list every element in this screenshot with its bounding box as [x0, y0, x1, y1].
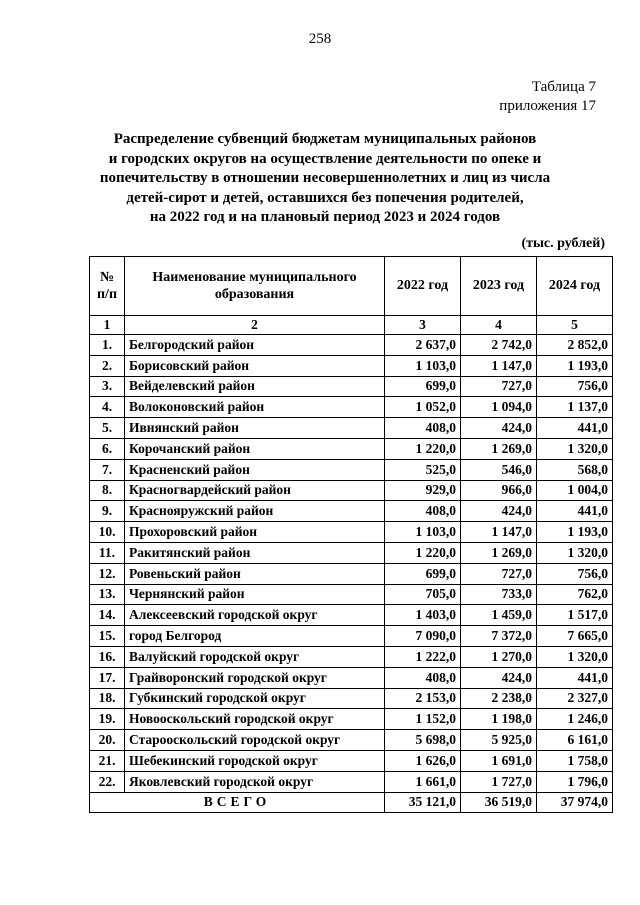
table-row: [90, 376, 613, 397]
value-2023: 1 269,0: [461, 438, 537, 459]
column-number-row: [90, 316, 613, 335]
title-line-4: детей-сирот и детей, оставшихся без попечения родителей,: [126, 189, 524, 206]
row-index: 9.: [90, 501, 125, 522]
value-2023: 2 742,0: [461, 335, 537, 356]
value-2023: 727,0: [461, 563, 537, 584]
value-2024: 1 758,0: [537, 750, 613, 771]
table-row: [90, 355, 613, 376]
value-2023: 1 147,0: [461, 522, 537, 543]
table-row: [90, 584, 613, 605]
row-index: 13.: [90, 584, 125, 605]
column-number: 1: [90, 316, 125, 335]
value-2022: 1 222,0: [385, 646, 461, 667]
municipality-name: Грайворонский городской округ: [125, 667, 385, 688]
row-index: 20.: [90, 730, 125, 751]
table-row: [90, 418, 613, 439]
value-2022: 1 052,0: [385, 397, 461, 418]
value-2022: 1 152,0: [385, 709, 461, 730]
document-title: [90, 130, 560, 228]
municipality-name: Чернянский район: [125, 584, 385, 605]
value-2024: 7 665,0: [537, 626, 613, 647]
value-2023: 2 238,0: [461, 688, 537, 709]
table-row: [90, 397, 613, 418]
table-row: [90, 750, 613, 771]
municipality-name: Белгородский район: [125, 335, 385, 356]
municipality-name: Красненский район: [125, 459, 385, 480]
title-line-3: попечительству в отношении несовершеннолетних и лиц из числа: [99, 170, 551, 186]
table-row: [90, 730, 613, 751]
row-index: 21.: [90, 750, 125, 771]
municipality-name: Прохоровский район: [125, 522, 385, 543]
table-row: [90, 688, 613, 709]
header-2023: 2023 год: [461, 257, 537, 316]
value-2023: 1 270,0: [461, 646, 537, 667]
title-line-2: и городских округов на осуществление деятельности по опеке и: [108, 150, 542, 167]
row-index: 10.: [90, 522, 125, 543]
row-index: 5.: [90, 418, 125, 439]
value-2024: 1 193,0: [537, 522, 613, 543]
title-line-1: Распределение субвенций бюджетам муниципальных районов: [113, 131, 537, 147]
municipality-name: Ракитянский район: [125, 542, 385, 563]
table-row: [90, 522, 613, 543]
table-row: [90, 667, 613, 688]
header-2022: 2022 год: [385, 257, 461, 316]
value-2022: 1 626,0: [385, 750, 461, 771]
value-2024: 756,0: [537, 376, 613, 397]
value-2022: 699,0: [385, 563, 461, 584]
value-2022: 699,0: [385, 376, 461, 397]
municipality-name: Старооскольский городской округ: [125, 730, 385, 751]
column-number: 3: [385, 316, 461, 335]
header-index: № п/п: [90, 257, 125, 316]
municipality-name: Борисовский район: [125, 355, 385, 376]
table-row: [90, 335, 613, 356]
table-row: [90, 605, 613, 626]
value-2023: 7 372,0: [461, 626, 537, 647]
row-index: 1.: [90, 335, 125, 356]
value-2024: 441,0: [537, 418, 613, 439]
row-index: 14.: [90, 605, 125, 626]
value-2024: 1 320,0: [537, 542, 613, 563]
value-2022: 7 090,0: [385, 626, 461, 647]
municipality-name: Ивнянский район: [125, 418, 385, 439]
value-2023: 1 094,0: [461, 397, 537, 418]
value-2022: 525,0: [385, 459, 461, 480]
table-reference-line1: Таблица 7: [531, 79, 596, 95]
value-2024: 762,0: [537, 584, 613, 605]
value-2022: 408,0: [385, 501, 461, 522]
total-2022: 35 121,0: [385, 792, 461, 813]
value-2022: 408,0: [385, 418, 461, 439]
table-row: [90, 709, 613, 730]
value-2022: 408,0: [385, 667, 461, 688]
value-2022: 1 403,0: [385, 605, 461, 626]
value-2022: 5 698,0: [385, 730, 461, 751]
value-2024: 2 327,0: [537, 688, 613, 709]
value-2022: 929,0: [385, 480, 461, 501]
value-2023: 733,0: [461, 584, 537, 605]
municipality-name: Краснояружский район: [125, 501, 385, 522]
table-row: [90, 480, 613, 501]
header-name: Наименование муниципального образования: [125, 257, 385, 316]
value-2024: 1 517,0: [537, 605, 613, 626]
row-index: 18.: [90, 688, 125, 709]
municipality-name: Новооскольский городской округ: [125, 709, 385, 730]
table-row: [90, 459, 613, 480]
subsidy-table: [89, 256, 613, 813]
column-number: 4: [461, 316, 537, 335]
value-2024: 2 852,0: [537, 335, 613, 356]
value-2022: 2 637,0: [385, 335, 461, 356]
row-index: 8.: [90, 480, 125, 501]
row-index: 2.: [90, 355, 125, 376]
row-index: 6.: [90, 438, 125, 459]
value-2023: 5 925,0: [461, 730, 537, 751]
municipality-name: Корочанский район: [125, 438, 385, 459]
value-2024: 1 004,0: [537, 480, 613, 501]
value-2023: 966,0: [461, 480, 537, 501]
row-index: 7.: [90, 459, 125, 480]
table-row: [90, 646, 613, 667]
header-2024: 2024 год: [537, 257, 613, 316]
value-2023: 1 269,0: [461, 542, 537, 563]
value-2022: 1 220,0: [385, 542, 461, 563]
value-2024: 1 246,0: [537, 709, 613, 730]
units-label: (тыс. рублей): [521, 236, 605, 251]
value-2023: 424,0: [461, 667, 537, 688]
total-row: [90, 792, 613, 813]
row-index: 17.: [90, 667, 125, 688]
table-row: [90, 626, 613, 647]
value-2024: 1 796,0: [537, 771, 613, 792]
municipality-name: Губкинский городской округ: [125, 688, 385, 709]
row-index: 22.: [90, 771, 125, 792]
municipality-name: Красногвардейский район: [125, 480, 385, 501]
value-2024: 441,0: [537, 501, 613, 522]
municipality-name: город Белгород: [125, 626, 385, 647]
value-2022: 1 661,0: [385, 771, 461, 792]
value-2022: 1 103,0: [385, 355, 461, 376]
value-2023: 1 459,0: [461, 605, 537, 626]
row-index: 15.: [90, 626, 125, 647]
column-number: 5: [537, 316, 613, 335]
total-label: ВСЕГО: [90, 792, 385, 813]
municipality-name: Ровеньский район: [125, 563, 385, 584]
value-2022: 1 103,0: [385, 522, 461, 543]
title-line-5: на 2022 год и на плановый период 2023 и 2024 годов: [149, 209, 501, 225]
row-index: 16.: [90, 646, 125, 667]
value-2023: 1 727,0: [461, 771, 537, 792]
municipality-name: Шебекинский городской округ: [125, 750, 385, 771]
value-2023: 1 691,0: [461, 750, 537, 771]
value-2023: 727,0: [461, 376, 537, 397]
table-row: [90, 438, 613, 459]
value-2024: 756,0: [537, 563, 613, 584]
table-header-row: [90, 257, 613, 316]
total-2023: 36 519,0: [461, 792, 537, 813]
municipality-name: Волоконовский район: [125, 397, 385, 418]
row-index: 19.: [90, 709, 125, 730]
value-2024: 1 320,0: [537, 646, 613, 667]
row-index: 4.: [90, 397, 125, 418]
table-row: [90, 563, 613, 584]
value-2024: 1 320,0: [537, 438, 613, 459]
municipality-name: Яковлевский городской округ: [125, 771, 385, 792]
value-2022: 1 220,0: [385, 438, 461, 459]
value-2024: 568,0: [537, 459, 613, 480]
table-reference: [499, 78, 596, 116]
value-2024: 6 161,0: [537, 730, 613, 751]
value-2023: 1 147,0: [461, 355, 537, 376]
row-index: 11.: [90, 542, 125, 563]
table-row: [90, 542, 613, 563]
value-2024: 1 193,0: [537, 355, 613, 376]
table-row: [90, 771, 613, 792]
row-index: 3.: [90, 376, 125, 397]
row-index: 12.: [90, 563, 125, 584]
municipality-name: Валуйский городской округ: [125, 646, 385, 667]
table-row: [90, 501, 613, 522]
value-2024: 441,0: [537, 667, 613, 688]
page-number: 258: [308, 31, 332, 47]
municipality-name: Алексеевский городской округ: [125, 605, 385, 626]
municipality-name: Вейделевский район: [125, 376, 385, 397]
value-2023: 546,0: [461, 459, 537, 480]
value-2023: 424,0: [461, 501, 537, 522]
table-reference-line2: приложения 17: [499, 98, 596, 114]
value-2022: 2 153,0: [385, 688, 461, 709]
value-2024: 1 137,0: [537, 397, 613, 418]
column-number: 2: [125, 316, 385, 335]
value-2023: 1 198,0: [461, 709, 537, 730]
total-2024: 37 974,0: [537, 792, 613, 813]
value-2022: 705,0: [385, 584, 461, 605]
value-2023: 424,0: [461, 418, 537, 439]
